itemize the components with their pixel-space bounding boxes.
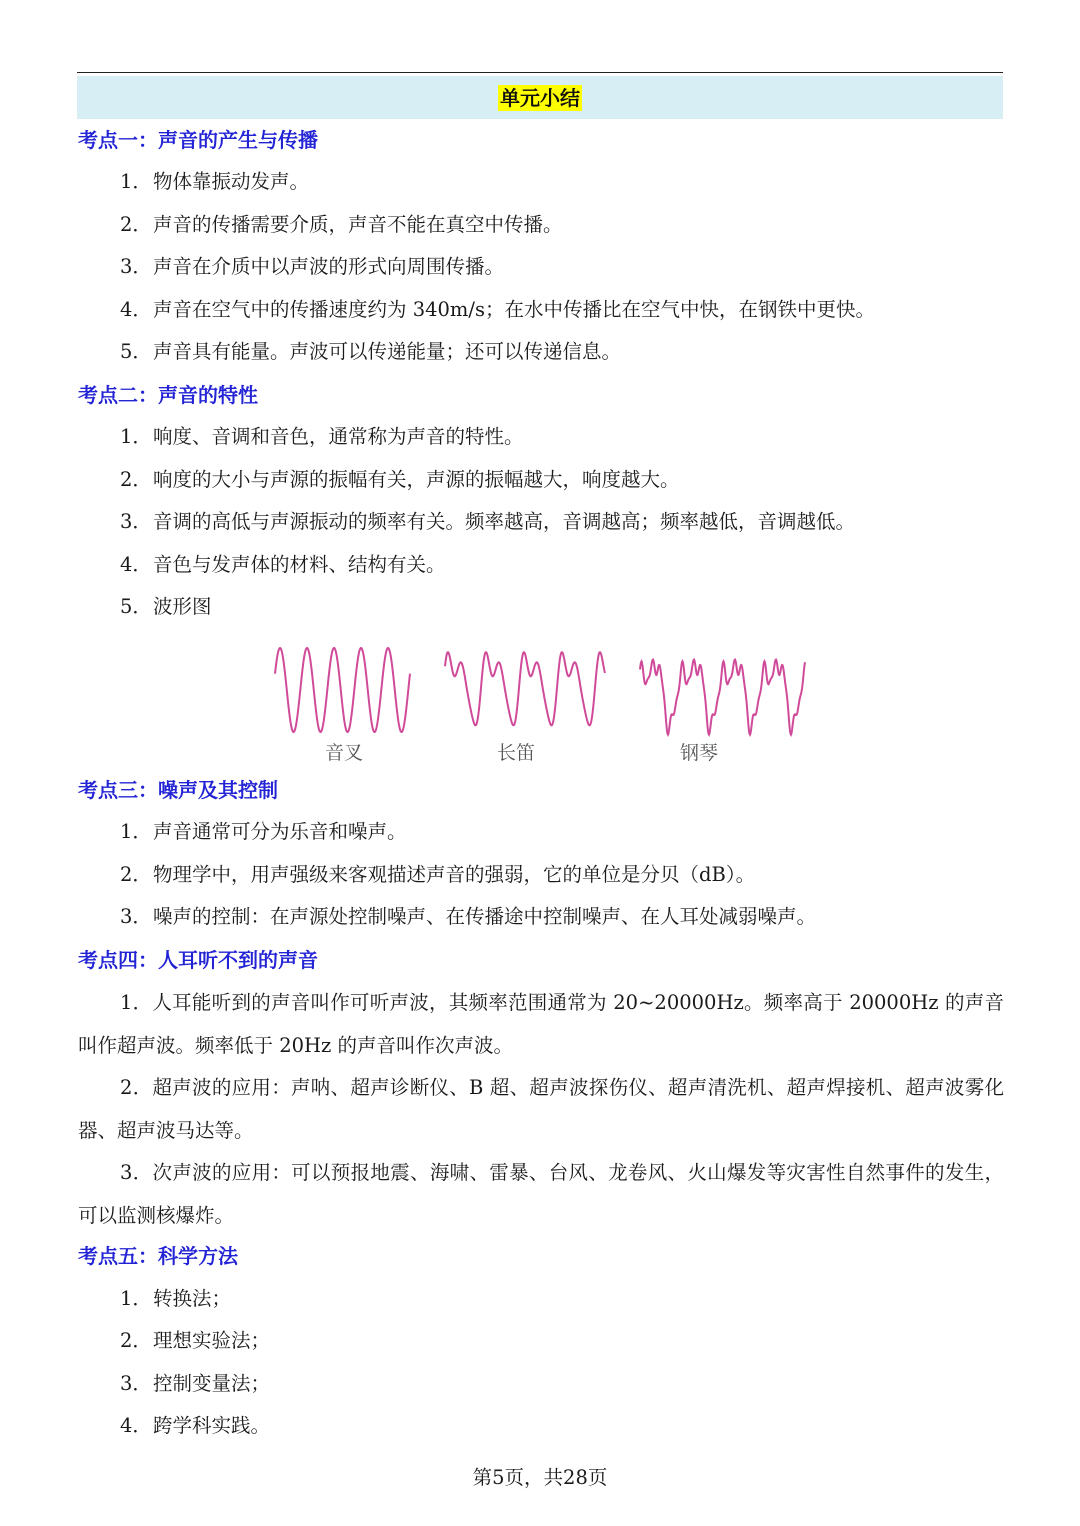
tuning-fork-waveform [275, 648, 410, 732]
list-item: 1．声音通常可分为乐音和噪声。 [120, 820, 407, 843]
list-item: 4．跨学科实践。 [120, 1414, 271, 1437]
list-item: 5．波形图 [120, 595, 212, 618]
list-item: 1．物体靠振动发声。 [120, 170, 310, 193]
waveform-label-tuning-fork: 音叉 [325, 742, 364, 764]
list-item: 5．声音具有能量。声波可以传递能量；还可以传递信息。 [120, 340, 622, 363]
paragraph: 1．人耳能听到的声音叫作可听声波，其频率范围通常为 20~20000Hz。频率高于 20000Hz 的声音叫作超声波。频率低于 20Hz 的声音叫作次声波。 [78, 991, 1004, 1057]
list-item: 3．音调的高低与声源振动的频率有关。频率越高，音调越高；频率越低，音调越低。 [120, 510, 856, 533]
list-item: 2．响度的大小与声源的振幅有关，声源的振幅越大，响度越大。 [120, 468, 680, 491]
flute-waveform [445, 652, 605, 725]
list-item: 3．声音在介质中以声波的形式向周围传播。 [120, 255, 505, 278]
title-banner [77, 76, 1003, 119]
list-item: 1．转换法； [120, 1287, 232, 1310]
paragraph: 2．超声波的应用：声呐、超声诊断仪、B 超、超声波探伤仪、超声清洗机、超声焊接机、超声波雾化器、超声波马达等。 [78, 1076, 1004, 1142]
list-item: 2．理想实验法； [120, 1329, 271, 1352]
page-footer: 第5页，共28页 [472, 1466, 608, 1489]
section-heading-1: 考点一：声音的产生与传播 [78, 128, 318, 152]
section-heading-4: 考点四：人耳听不到的声音 [78, 948, 318, 972]
section-heading-3: 考点三：噪声及其控制 [78, 778, 278, 802]
section-heading-5: 考点五：科学方法 [78, 1244, 238, 1268]
paragraph: 3．次声波的应用：可以预报地震、海啸、雷暴、台风、龙卷风、火山爆发等灾害性自然事件的发生，可以监测核爆炸。 [78, 1161, 1004, 1227]
list-item: 2．声音的传播需要介质，声音不能在真空中传播。 [120, 213, 563, 236]
list-item: 3．噪声的控制：在声源处控制噪声、在传播途中控制噪声、在人耳处减弱噪声。 [120, 905, 817, 928]
piano-waveform [640, 660, 805, 735]
section-heading-2: 考点二：声音的特性 [78, 383, 258, 407]
page-title: 单元小结 [500, 85, 580, 110]
list-item: 4．声音在空气中的传播速度约为 340m/s；在水中传播比在空气中快，在钢铁中更快。 [120, 298, 875, 321]
list-item: 4．音色与发声体的材料、结构有关。 [120, 553, 446, 576]
list-item: 1．响度、音调和音色，通常称为声音的特性。 [120, 425, 524, 448]
top-rule [77, 72, 1003, 73]
list-item: 3．控制变量法； [120, 1372, 271, 1395]
waveform-label-piano: 钢琴 [680, 742, 719, 764]
waveform-label-flute: 长笛 [497, 742, 536, 764]
list-item: 2．物理学中，用声强级来客观描述声音的强弱，它的单位是分贝（dB）。 [120, 863, 756, 886]
